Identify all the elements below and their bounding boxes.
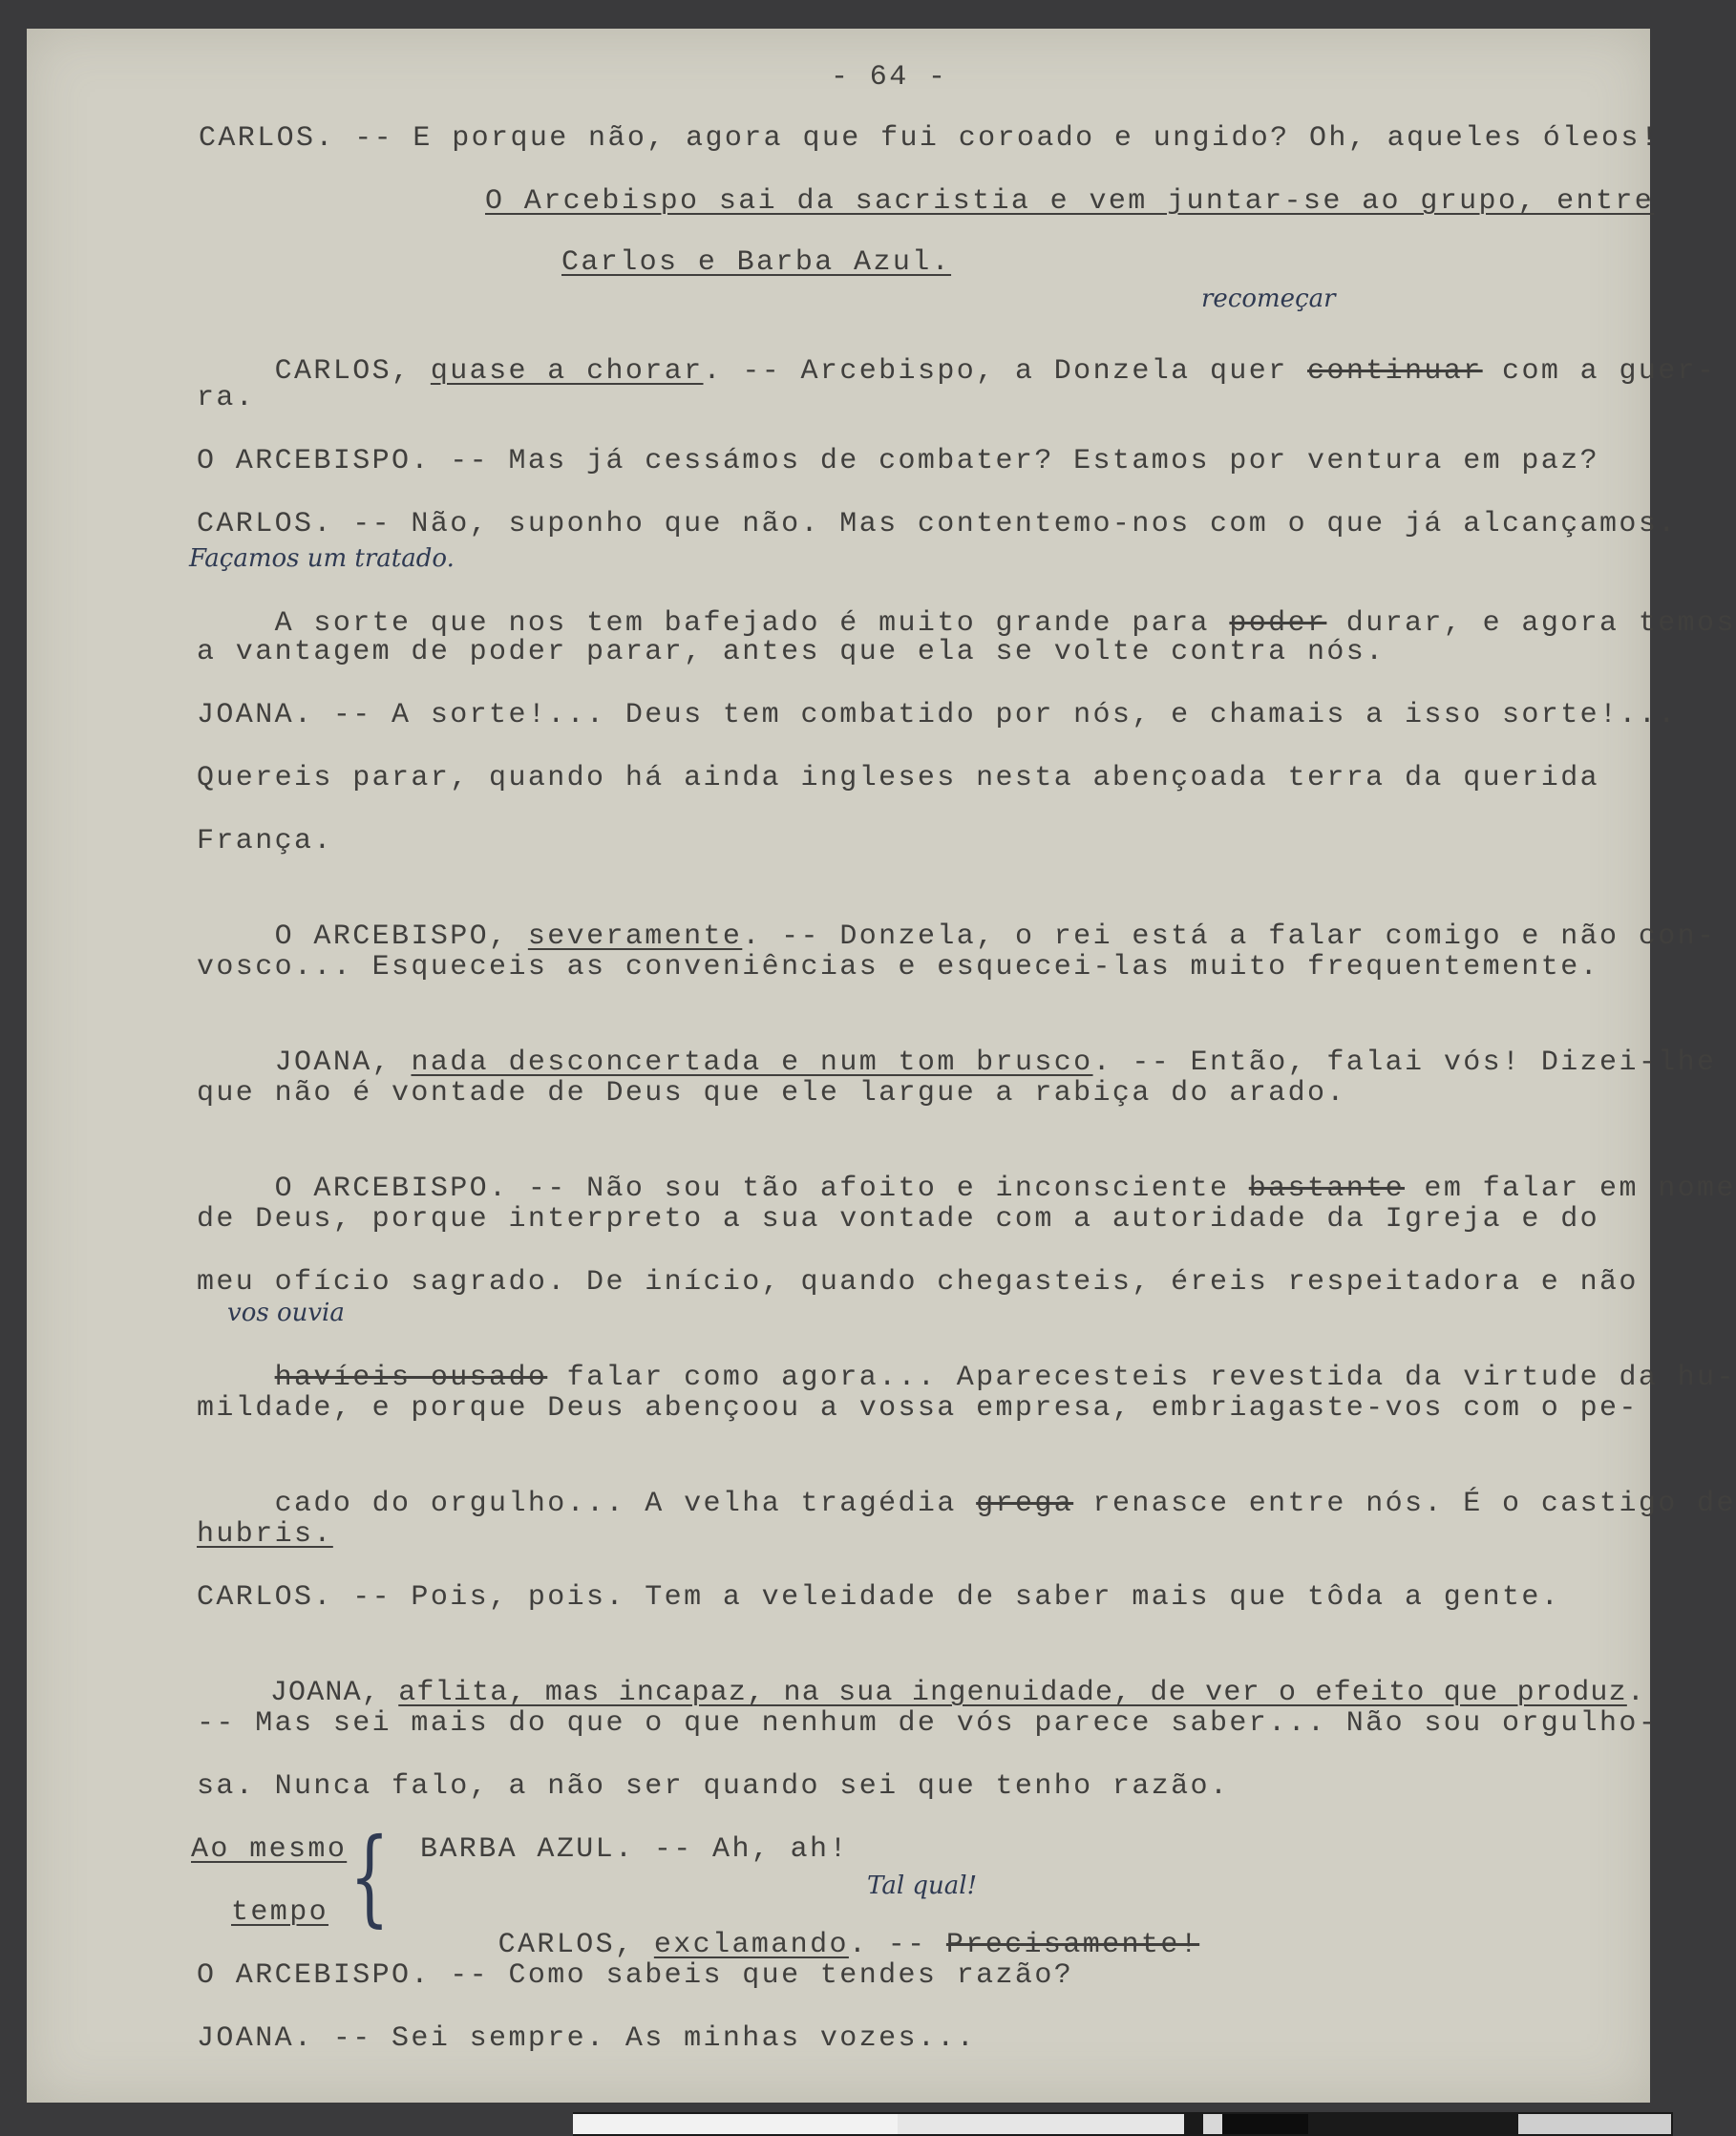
speech: . -- (848, 1929, 946, 1961)
page-number: - 64 - (831, 61, 948, 94)
speaker: O ARCEBISPO, (274, 920, 528, 953)
margin-note: tempo (231, 1896, 329, 1929)
handwritten-correction: vos ouvia (227, 1299, 345, 1327)
struck-word: bastante (1248, 1173, 1406, 1205)
speech: renasce entre nós. É o castigo de (1073, 1488, 1736, 1520)
text-line: O ARCEBISPO. -- Como sabeis que tendes razão? (197, 1959, 1074, 1992)
text-line: Quereis parar, quando há ainda ingleses nesta abençoada terra da querida (197, 762, 1600, 794)
speech: com a guer- (1482, 355, 1717, 388)
speech: em falar em nome (1405, 1173, 1736, 1205)
text-line (197, 323, 1717, 420)
text-line: JOANA. -- A sorte!... Deus tem combatido por nós, e chamais a isso sorte!... (197, 699, 1678, 731)
stage-direction: exclamando (653, 1929, 849, 1961)
text-line: BARBA AZUL. -- Ah, ah! (420, 1833, 849, 1866)
speech: falar como agora... Aparecesteis revestida da virtude da hu- (547, 1362, 1736, 1394)
text-line: vosco... Esqueceis as conveniências e esquecei-las muito frequentemente. (197, 951, 1600, 983)
text-line: -- Mas sei mais do que o que nenhum de vós parece saber... Não sou orgulho- (197, 1707, 1659, 1740)
speech: . -- Arcebispo, a Donzela quer (703, 355, 1308, 388)
scan-color-strip (573, 2112, 1673, 2136)
text-line: que não é vontade de Deus que ele largue a rabiça do arado. (197, 1077, 1346, 1110)
handwritten-brace: { (349, 1815, 390, 1937)
text-line: sa. Nunca falo, a não ser quando sei que tenho razão. (197, 1770, 1230, 1803)
text-line: França. (197, 825, 333, 857)
speech: O ARCEBISPO. -- Não sou tão afoito e inconsciente (274, 1173, 1249, 1205)
text-line: O ARCEBISPO. -- Mas já cessámos de combater? Estamos por ventura em paz? (197, 445, 1600, 477)
text-line: a vantagem de poder parar, antes que ela se volte contra nós. (197, 636, 1386, 668)
speech: . -- Donzela, o rei está a falar comigo e não con- (742, 920, 1717, 953)
struck-word: havíeis ousado (274, 1362, 548, 1394)
handwritten-correction: recomeçar (1201, 285, 1336, 313)
struck-word: Precisamente! (945, 1929, 1200, 1961)
text-line: CARLOS. -- Pois, pois. Tem a veleidade de saber mais que tôda a gente. (197, 1581, 1561, 1614)
text-line (197, 1455, 1736, 1553)
speech: . (1626, 1677, 1646, 1709)
speaker: JOANA, (269, 1677, 399, 1709)
stage-direction: severamente (527, 920, 743, 953)
margin-note: Ao mesmo (191, 1833, 348, 1866)
text-line: JOANA. -- Sei sempre. As minhas vozes... (197, 2022, 977, 2055)
speaker: CARLOS, (274, 355, 431, 388)
text-line: CARLOS. -- Não, suponho que não. Mas contentemo-nos com o que já alcançamos. (197, 508, 1678, 540)
struck-word: poder (1229, 607, 1327, 640)
text-line: mildade, e porque Deus abençoou a vossa empresa, embriagaste-vos com o pe- (197, 1392, 1639, 1425)
typewritten-page (27, 29, 1736, 2103)
speaker: JOANA, (274, 1047, 412, 1079)
speaker: CARLOS, (498, 1929, 654, 1961)
struck-word: continuar (1307, 355, 1483, 388)
struck-word: grega (976, 1488, 1074, 1520)
stage-direction: Carlos e Barba Azul. (561, 246, 952, 279)
stage-direction: quase a chorar (430, 355, 704, 388)
text-line: meu ofício sagrado. De início, quando chegasteis, éreis respeitadora e não (197, 1266, 1639, 1299)
speech: . -- Então, falai vós! Dizei-lhe (1092, 1047, 1717, 1079)
speech: durar, e agora temos (1326, 607, 1736, 640)
text-line: ra. (197, 382, 256, 414)
stage-direction: O Arcebispo sai da sacristia e vem juntar-se ao grupo, entre (485, 185, 1655, 218)
speech: cado do orgulho... A velha tragédia (274, 1488, 977, 1520)
text-line: hubris. (197, 1518, 333, 1551)
text-line: de Deus, porque interpreto a sua vontade com a autoridade da Igreja e do (197, 1203, 1600, 1236)
text-line: CARLOS. -- E porque não, agora que fui coroado e ungido? Oh, aqueles óleos! (199, 122, 1661, 155)
stage-direction: nada desconcertada e num tom brusco (411, 1047, 1093, 1079)
handwritten-insertion: Façamos um tratado. (189, 544, 455, 573)
handwritten-correction: Tal qual! (867, 1872, 978, 1900)
speech: A sorte que nos tem bafejado é muito grande para (274, 607, 1230, 640)
stage-direction: aflita, mas incapaz, na sua ingenuidade, de ver o efeito que produz (398, 1677, 1627, 1709)
